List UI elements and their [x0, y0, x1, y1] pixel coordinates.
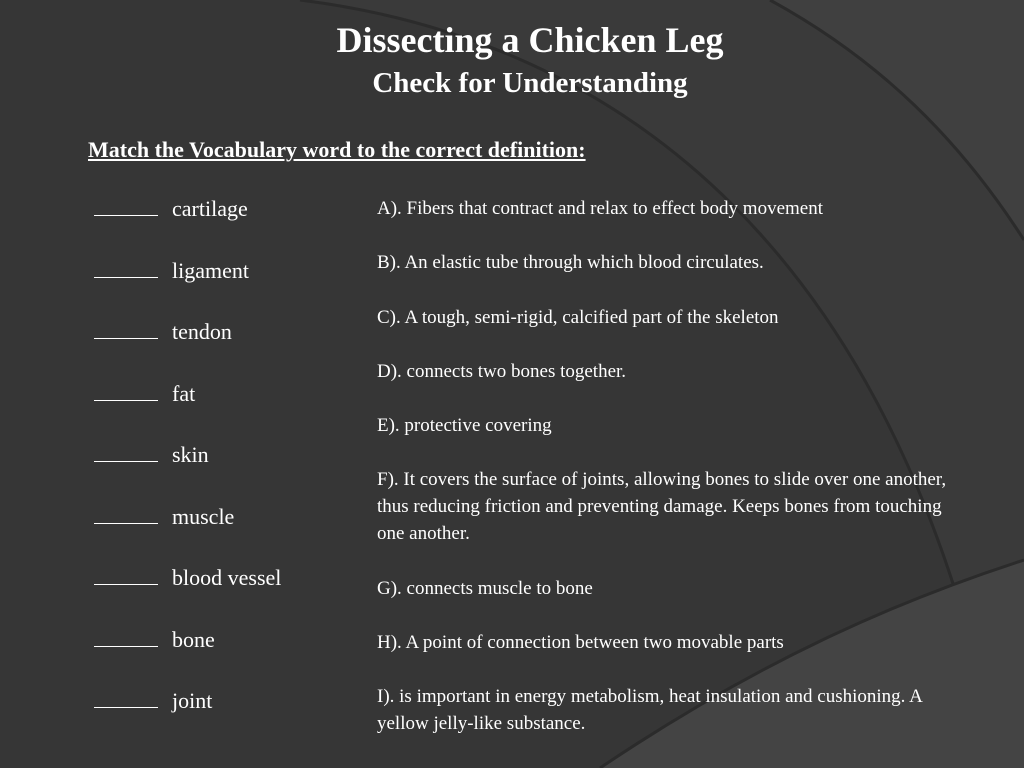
vocab-item — [94, 439, 281, 501]
vocab-item — [94, 685, 281, 747]
definition-item: I). is important in energy metabolism, heat insulation and cushioning. A yellow jelly-like substance. — [377, 686, 922, 735]
vocab-word: muscle — [172, 503, 235, 529]
answer-blank — [94, 193, 158, 216]
answer-blank — [94, 378, 158, 401]
slide-title: Dissecting a Chicken Leg — [336, 20, 724, 60]
answer-blank — [94, 562, 158, 585]
vocab-word: fat — [172, 380, 196, 406]
instruction-text: Match the Vocabulary word to the correct definition: — [88, 137, 586, 162]
definition-item: H). A point of connection between two movable parts — [377, 632, 784, 654]
vocab-word: cartilage — [172, 196, 248, 221]
answer-blank — [94, 624, 158, 647]
answer-blank — [94, 255, 158, 278]
definition-item: A). Fibers that contract and relax to effect body movement — [377, 198, 823, 219]
vocabulary-list — [94, 193, 281, 747]
vocab-item — [94, 255, 281, 317]
answer-blank — [94, 439, 158, 462]
vocab-item — [94, 501, 281, 563]
vocab-word: tendon — [172, 319, 232, 344]
answer-blank — [94, 685, 158, 708]
definition-item: F). It covers the surface of joints, allowing bones to slide over one another, thus reducing friction and preventing damage. Keeps bones from touching one another. — [377, 469, 947, 545]
definition-item: C). A tough, semi-rigid, calcified part of the skeleton — [377, 306, 779, 328]
slide-subtitle: Check for Understanding — [372, 67, 688, 99]
vocab-item — [94, 378, 281, 440]
vocab-word: skin — [172, 442, 209, 467]
definition-list — [377, 195, 957, 765]
definition-item: B). An elastic tube through which blood circulates. — [377, 252, 764, 274]
definition-item: D). connects two bones together. — [377, 360, 627, 382]
vocab-word: bone — [172, 626, 215, 652]
vocab-word: joint — [172, 688, 213, 713]
answer-blank — [94, 316, 158, 339]
vocab-word: ligament — [172, 257, 249, 283]
vocab-word: blood vessel — [172, 565, 282, 590]
definition-item: G). connects muscle to bone — [377, 577, 593, 599]
vocab-item — [94, 316, 281, 378]
vocab-item — [94, 193, 281, 255]
answer-blank — [94, 501, 158, 524]
definition-item: E). protective covering — [377, 415, 552, 437]
vocab-item — [94, 562, 281, 624]
vocab-item — [94, 624, 281, 686]
